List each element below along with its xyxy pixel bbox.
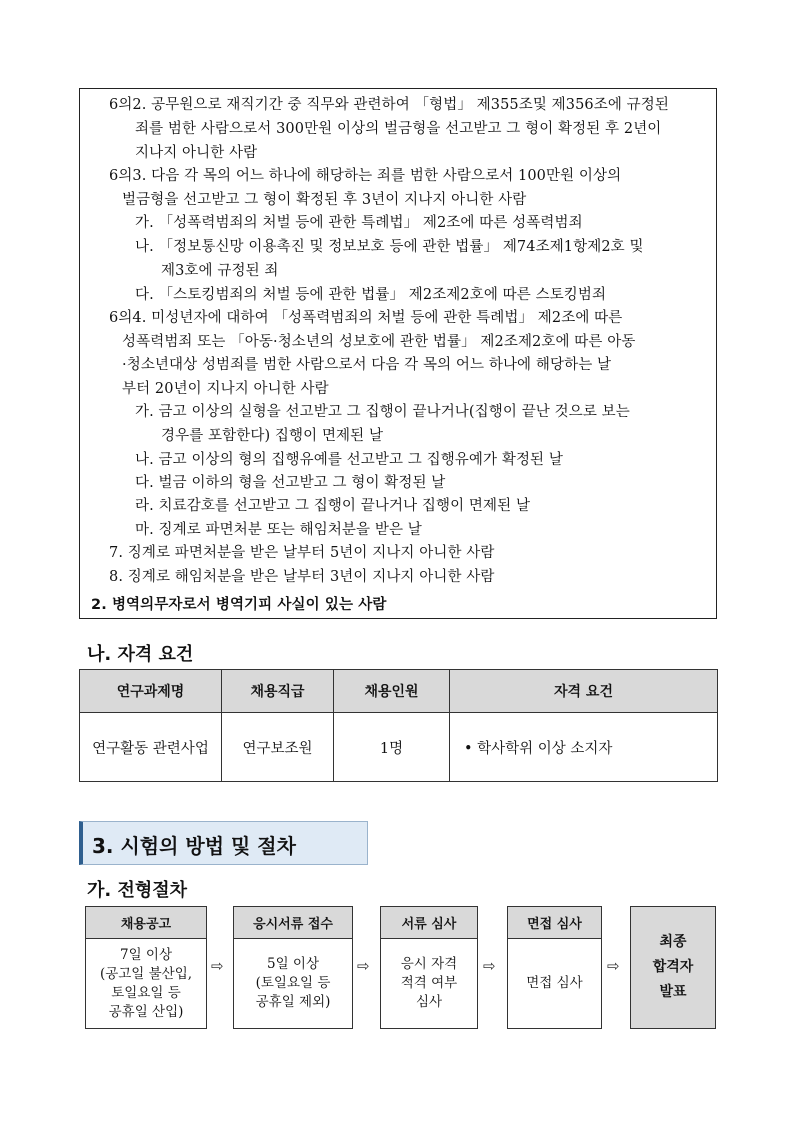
flow-step-text: (토일요일 등 — [255, 975, 331, 991]
col-header: 채용인원 — [334, 670, 450, 713]
table-cell: 연구보조원 — [222, 713, 334, 782]
flow-step-text: 5일 이상 — [266, 956, 319, 972]
table-row — [80, 713, 718, 782]
disq-line: 다. 벌금 이하의 형을 선고받고 그 형이 확정된 날 — [135, 475, 446, 491]
disq-line: 가. 금고 이상의 실형을 선고받고 그 집행이 끝나거나(집행이 끝난 것으로 보는 — [135, 404, 630, 420]
flow-step-text: 응시 자격 — [400, 956, 458, 972]
flow-step-text: 심사 — [415, 994, 443, 1010]
disq-line: 6의4. 미성년자에 대하여 「성폭력범죄의 처벌 등에 관한 특례법」 제2조에 따른 — [109, 310, 623, 326]
disq-line: 벌금형을 선고받고 그 형이 확정된 후 3년이 지나지 아니한 사람 — [122, 192, 527, 208]
disq-line: 죄를 범한 사람으로서 300만원 이상의 벌금형을 선고받고 그 형이 확정된 후 2년이 — [135, 121, 662, 137]
procedure-heading: 가. 전형절차 — [87, 880, 188, 901]
flow-step-text: (공고일 불산입, — [99, 965, 193, 982]
flow-step-posting — [85, 906, 207, 1029]
table-cell: 연구활동 관련사업 — [80, 713, 222, 782]
flow-step-text: 적격 여부 — [400, 975, 458, 991]
arrow-icon: ⇨ — [483, 957, 496, 975]
flow-step-body — [86, 939, 206, 1028]
flow-step-body — [234, 939, 352, 1028]
section-title: 3. 시험의 방법 및 절차 — [92, 834, 296, 858]
disq-line: 7. 징계로 파면처분을 받은 날부터 5년이 지나지 아니한 사람 — [109, 545, 495, 561]
col-header: 채용직급 — [222, 670, 334, 713]
disq-line: 성폭력범죄 또는 「아동·청소년의 성보호에 관한 법률」 제2조제2호에 따른 아동 — [122, 334, 636, 350]
disq-line: 나. 「정보통신망 이용촉진 및 정보보호 등에 관한 법률」 제74조제1항제2호 및 — [135, 239, 644, 255]
qualification-table — [79, 669, 718, 782]
arrow-icon: ⇨ — [357, 957, 370, 975]
final-text: 최종 — [659, 934, 687, 950]
final-text: 합격자 — [652, 959, 694, 975]
disq-line: 부터 20년이 지나지 아니한 사람 — [122, 381, 329, 397]
flow-step-title: 채용공고 — [86, 907, 206, 939]
flow-step-text: 공휴일 산입) — [108, 1003, 184, 1020]
disq-item-2: 2. 병역의무자로서 병역기피 사실이 있는 사람 — [91, 597, 387, 613]
disq-line: 나. 금고 이상의 형의 집행유예를 선고받고 그 집행유예가 확정된 날 — [135, 452, 563, 468]
flow-step-text: 면접 심사 — [526, 975, 583, 991]
col-header: 자격 요건 — [450, 670, 718, 713]
disq-line: 다. 「스토킹범죄의 처벌 등에 관한 법률」 제2조제2호에 따른 스토킹범죄 — [135, 287, 607, 303]
qualification-heading: 나. 자격 요건 — [87, 644, 194, 665]
disq-line: 라. 치료감호를 선고받고 그 집행이 끝나거나 집행이 면제된 날 — [135, 498, 531, 514]
col-header: 연구과제명 — [80, 670, 222, 713]
flow-step-title: 서류 심사 — [381, 907, 477, 939]
arrow-icon: ⇨ — [211, 957, 224, 975]
table-header-row — [80, 670, 718, 713]
final-text: 발표 — [659, 984, 687, 1000]
table-cell: • 학사학위 이상 소지자 — [450, 713, 718, 782]
disq-line: 6의3. 다음 각 목의 어느 하나에 해당하는 죄를 범한 사람으로서 100만원 이상의 — [109, 168, 622, 184]
flow-step-application — [233, 906, 353, 1029]
disq-line: 지나지 아니한 사람 — [135, 145, 258, 161]
table-cell: 1명 — [334, 713, 450, 782]
flow-step-body — [508, 939, 601, 1028]
disq-line: 가. 「성폭력범죄의 처벌 등에 관한 특례법」 제2조에 따른 성폭력범죄 — [135, 215, 583, 231]
flow-step-final — [630, 906, 716, 1029]
disq-line: 6의2. 공무원으로 재직기간 중 직무와 관련하여 「형법」 제355조및 제356조에 규정된 — [109, 97, 669, 113]
arrow-icon: ⇨ — [607, 957, 620, 975]
disq-line: 마. 징계로 파면처분 또는 해임처분을 받은 날 — [135, 522, 422, 538]
flow-step-text: 공휴일 제외) — [255, 994, 331, 1010]
disq-line: 경우를 포함한다) 집행이 면제된 날 — [161, 428, 384, 444]
flow-step-interview — [507, 906, 602, 1029]
flow-step-title: 응시서류 접수 — [234, 907, 352, 939]
disq-line: ·청소년대상 성범죄를 범한 사람으로서 다음 각 목의 어느 하나에 해당하는 날 — [122, 357, 612, 373]
disq-line: 제3호에 규정된 죄 — [161, 263, 279, 279]
flow-step-document-review — [380, 906, 478, 1029]
flow-step-body — [381, 939, 477, 1028]
flow-step-title: 면접 심사 — [508, 907, 601, 939]
flow-step-text: 토일요일 등 — [111, 984, 181, 1001]
disq-line: 8. 징계로 해임처분을 받은 날부터 3년이 지나지 아니한 사람 — [109, 569, 495, 585]
flow-step-text: 7일 이상 — [119, 946, 172, 963]
